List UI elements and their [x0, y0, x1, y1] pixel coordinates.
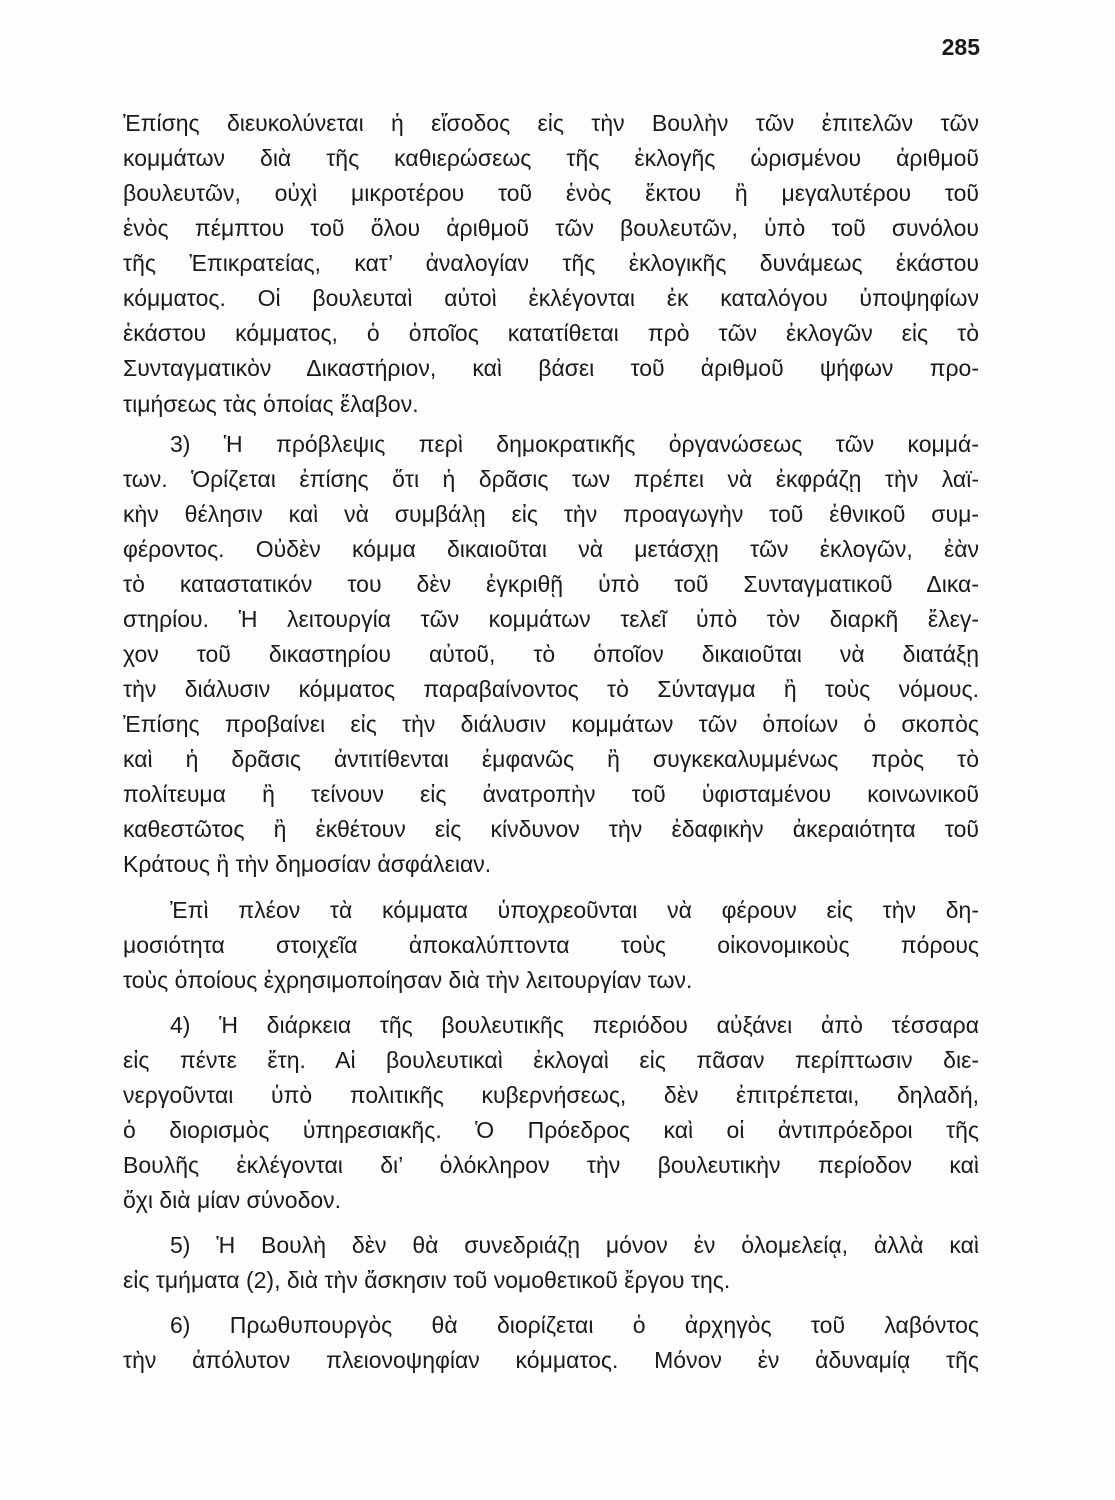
text-line: ὁ διορισμὸς ὑπηρεσιακῆς. Ὁ Πρόεδρος καὶ οἱ ἀντιπρόεδροι τῆς — [123, 1117, 979, 1143]
text-line: 5) Ἡ Βουλὴ δὲν θὰ συνεδριάζῃ μόνον ἐν ὁλομελείᾳ, ἀλλὰ καὶ — [170, 1232, 979, 1258]
text-line: καὶ ἡ δρᾶσις ἀντιτίθενται ἐμφανῶς ἢ συγκεκαλυμμένως πρὸς τὸ — [123, 746, 979, 772]
text-line: ὄχι διὰ μίαν σύνοδον. — [123, 1187, 342, 1213]
text-line: νεργοῦνται ὑπὸ πολιτικῆς κυβερνήσεως, δὲν ἐπιτρέπεται, δηλαδή, — [123, 1082, 979, 1108]
text-line: εἰς τμήματα (2), διὰ τὴν ἄσκησιν τοῦ νομοθετικοῦ ἔργου της. — [123, 1267, 731, 1293]
text-line: Βουλῆς ἐκλέγονται δι’ ὁλόκληρον τὴν βουλευτικὴν περίοδον καὶ — [123, 1152, 979, 1178]
text-line: Ἐπὶ πλέον τὰ κόμματα ὑποχρεοῦνται νὰ φέρουν εἰς τὴν δη- — [170, 897, 979, 923]
text-line: 3) Ἡ πρόβλεψις περὶ δημοκρατικῆς ὀργανώσεως τῶν κομμά- — [170, 431, 979, 457]
text-line: καθεστῶτος ἢ ἐκθέτουν εἰς κίνδυνον τὴν ἐδαφικὴν ἀκεραιότητα τοῦ — [123, 816, 979, 842]
text-line: 4) Ἡ διάρκεια τῆς βουλευτικῆς περιόδου αὐξάνει ἀπὸ τέσσαρα — [170, 1012, 979, 1038]
text-line: στηρίου. Ἡ λειτουργία τῶν κομμάτων τελεῖ ὑπὸ τὸν διαρκῆ ἔλεγ- — [123, 606, 979, 632]
text-line: Κράτους ἢ τὴν δημοσίαν ἀσφάλειαν. — [123, 851, 492, 877]
page-number: 285 — [941, 34, 980, 60]
text-line: πολίτευμα ἢ τείνουν εἰς ἀνατροπὴν τοῦ ὑφισταμένου κοινωνικοῦ — [123, 781, 979, 807]
text-line: τὴν ἀπόλυτον πλειονοψηφίαν κόμματος. Μόνον ἐν ἀδυναμίᾳ τῆς — [123, 1347, 979, 1373]
text-line: τῆς Ἐπικρατείας, κατ’ ἀναλογίαν τῆς ἐκλογικῆς δυνάμεως ἑκάστου — [123, 250, 979, 276]
text-line: ἑνὸς πέμπτου τοῦ ὅλου ἀριθμοῦ τῶν βουλευτῶν, ὑπὸ τοῦ συνόλου — [123, 215, 979, 241]
text-line: φέροντος. Οὐδὲν κόμμα δικαιοῦται νὰ μετάσχῃ τῶν ἐκλογῶν, ἐὰν — [123, 536, 979, 562]
text-line: μοσιότητα στοιχεῖα ἀποκαλύπτοντα τοὺς οἰκονομικοὺς πόρους — [123, 932, 979, 958]
text-line: χον τοῦ δικαστηρίου αὐτοῦ, τὸ ὁποῖον δικαιοῦται νὰ διατάξῃ — [123, 641, 979, 667]
text-line: ἑκάστου κόμματος, ὁ ὁποῖος κατατίθεται πρὸ τῶν ἐκλογῶν εἰς τὸ — [123, 320, 979, 346]
text-line: των. Ὁρίζεται ἐπίσης ὅτι ἡ δρᾶσις των πρέπει νὰ ἐκφράζῃ τὴν λαϊ- — [123, 466, 979, 492]
text-line: Συνταγματικὸν Δικαστήριον, καὶ βάσει τοῦ ἀριθμοῦ ψήφων προ- — [123, 355, 979, 381]
text-line: τὴν διάλυσιν κόμματος παραβαίνοντος τὸ Σύνταγμα ἢ τοὺς νόμους. — [123, 676, 979, 702]
text-line: βουλευτῶν, οὐχὶ μικροτέρου τοῦ ἑνὸς ἕκτου ἢ μεγαλυτέρου τοῦ — [123, 180, 979, 206]
text-line: εἰς πέντε ἔτη. Αἱ βουλευτικαὶ ἐκλογαὶ εἰς πᾶσαν περίπτωσιν διε- — [123, 1047, 979, 1073]
text-line: κομμάτων διὰ τῆς καθιερώσεως τῆς ἐκλογῆς ὡρισμένου ἀριθμοῦ — [123, 145, 979, 171]
text-line: Ἐπίσης διευκολύνεται ἡ εἴσοδος εἰς τὴν Βουλὴν τῶν ἐπιτελῶν τῶν — [123, 110, 979, 136]
text-line: 6) Πρωθυπουργὸς θὰ διορίζεται ὁ ἀρχηγὸς τοῦ λαβόντος — [170, 1312, 979, 1338]
text-line: Ἐπίσης προβαίνει εἰς τὴν διάλυσιν κομμάτων τῶν ὁποίων ὁ σκοπὸς — [123, 711, 979, 737]
text-line: κὴν θέλησιν καὶ νὰ συμβάλῃ εἰς τὴν προαγωγὴν τοῦ ἐθνικοῦ συμ- — [123, 501, 979, 527]
text-line: τὸ καταστατικόν του δὲν ἐγκριθῇ ὑπὸ τοῦ Συνταγματικοῦ Δικα- — [123, 571, 979, 597]
text-line: τιμήσεως τὰς ὁποίας ἔλαβον. — [123, 391, 419, 417]
text-line: κόμματος. Οἱ βουλευταὶ αὐτοὶ ἐκλέγονται ἐκ καταλόγου ὑποψηφίων — [123, 285, 979, 311]
text-line: τοὺς ὁποίους ἐχρησιμοποίησαν διὰ τὴν λειτουργίαν των. — [123, 967, 693, 993]
